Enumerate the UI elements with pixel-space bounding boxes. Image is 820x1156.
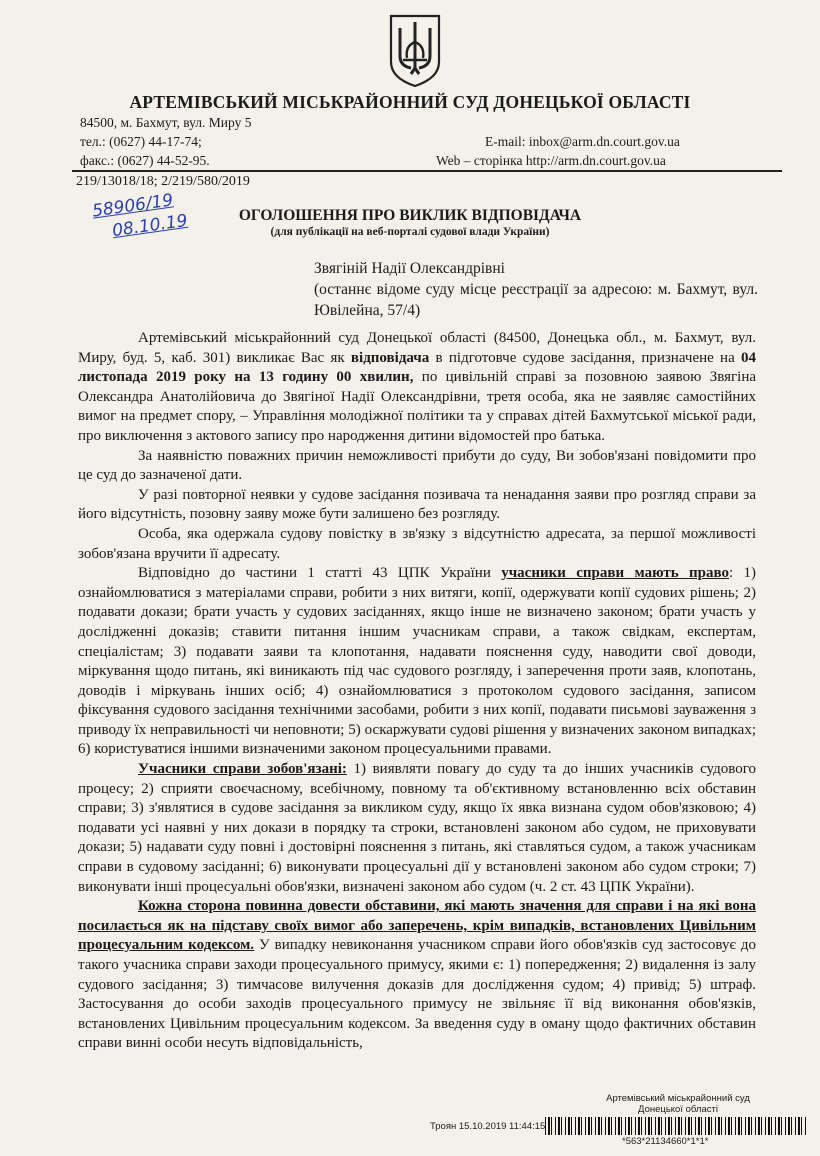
barcode-text: *563*21134660*1*1* [622, 1136, 709, 1147]
footer-court-stamp [578, 1093, 778, 1115]
barcode [545, 1117, 807, 1135]
paragraph-burden-of-proof: Кожна сторона повинна довести обставини, які мають значення для справи і на які вона посилається як на підставу своїх вимог або заперечень, крім випадків, встановлених Цивільним процесуальним кодексом. У випадку невиконання учасником справи його обов'язків суд застосовує до такого учасника справи заходи процесуального примусу, якими є: 1) попередження; 2) видалення із залу судового засідання; 3) тимчасове вилучення доказів для дослідження судом; 4) привід; 5) штраф. Застосування до особи заходів процесуального примусу не звільняє її від виконання обов'язків, встановлених Цивільним процесуальним кодексом. За введення суду в оману щодо фактичних обставин справи винні особи несуть відповідальність, [78, 898, 756, 1052]
court-address: 84500, м. Бахмут, вул. Миру 5 [80, 115, 252, 130]
addressee-details: (останнє відоме суду місце реєстрації за адресою: м. Бахмут, вул. Ювілейна, 57/4) [314, 281, 758, 319]
notice-subtitle: (для публікації на веб-порталі судової влади України) [270, 226, 550, 238]
paragraph-participant-duties: Учасники справи зобов'язані: 1) виявляти повагу до суду та до інших учасників судового процесу; 2) сприяти своєчасному, всебічному, повному та об'єктивному встановленню всіх обставин справи; 3) з'являтися в судове засідання за викликом суду, якщо їх явка визнана судом обов'язковою; 4) подавати усі наявні у них докази в порядку та строки, встановлені законом або судом, не приховувати докази; 5) надавати суду повні і достовірні пояснення з питань, які ставляться судом, а також учасникам справи в судовому засіданні; 6) виконувати процесуальні дії у встановлені законом або судом строки; 7) виконувати інші процесуальні обов'язки, визначені законом або судом (ч. 2 ст. 43 ЦПК України). [78, 761, 756, 895]
addressee-block [314, 258, 758, 321]
notice-body [78, 329, 756, 1054]
paragraph-summons-delivery: Особа, яка одержала судову повістку в зв'язку з відсутністю адресата, за першої можливості зобов'язана вручити її адресату. [78, 525, 756, 562]
print-stamp: Троян 15.10.2019 11:44:15 [430, 1121, 546, 1132]
case-number: 219/13018/18; 2/219/580/2019 [76, 174, 250, 189]
notice-title: ОГОЛОШЕННЯ ПРО ВИКЛИК ВІДПОВІДАЧА [238, 207, 582, 224]
paragraph-repeat-absence: У разі повторної неявки у судове засідання позивача та ненадання заяви про розгляд справи за його відсутність, позовну заяву може бути залишено без розгляду. [78, 486, 756, 523]
court-fax: факс.: (0627) 44-52-95. [80, 153, 210, 168]
court-name: АРТЕМІВСЬКИЙ МІСЬКРАЙОННИЙ СУД ДОНЕЦЬКОЇ ОБЛАСТІ [129, 92, 691, 112]
footer-court-line2: Донецької області [638, 1104, 718, 1115]
paragraph-summons: Артемівський міськрайонний суд Донецької області (84500, Донецька обл., м. Бахмут, вул. Миру, буд. 5, каб. 301) викликає Вас як відповідача в підготовче судове засідання, призначене на 04 листопада 2019 року на 13 годину 00 хвилин, по цивільній справі за позовною заявою Звягіна Олександра Анатолійовича до Звягіної Надії Олександрівни, третя особа, яка не заявляє самостійних вимог на предмет спору, – Управління молодіжної політики та у справах дітей Бахмутської міської ради, про виключення з актового запису про народження дитини відомостей про батька. [78, 330, 756, 444]
court-phone: тел.: (0627) 44-17-74; [80, 134, 202, 149]
registration-stamp-date: 08.10.19 [110, 210, 189, 242]
registration-stamp-number: 58906/19 [91, 190, 175, 222]
footer-court-line1: Артемівський міськрайонний суд [606, 1093, 750, 1104]
court-website[interactable]: Web – сторінка http://arm.dn.court.gov.ua [436, 153, 666, 168]
paragraph-participant-rights: Відповідно до частини 1 статті 43 ЦПК України учасники справи мають право: 1) ознайомлюватися з матеріалами справи, робити з них витяги, копії, одержувати копії судових рішень; 2) подавати докази; брати участь у судових засіданнях, якщо інше не визначено законом; брати участь у дослідженні доказів; ставити питання іншим учасникам справи, а також свідкам, експертам, спеціалістам; 3) подавати заяви та клопотання, надавати пояснення суду, наводити свої доводи, міркування щодо питань, які виникають під час судового розгляду, і заперечення проти заяв, клопотань, доводів і міркувань інших осіб; 4) ознайомлюватися з протоколом судового засідання, записом фіксування судового засідання технічними засобами, робити з них копії, подавати письмові зауваження з приводу їх неправильності чи неповноти; 5) оскаржувати судові рішення у визначених законом випадках; 6) користуватися іншими визначеними законом процесуальними правами. [78, 565, 756, 758]
addressee-name: Звягіній Надії Олександрівні [314, 260, 505, 277]
coat-of-arms-icon [387, 12, 443, 88]
paragraph-notify-court: За наявністю поважних причин неможливості прибути до суду, Ви зобов'язані повідомити про це суд до зазначеної дати. [78, 447, 756, 484]
header-divider [72, 170, 782, 172]
court-email[interactable]: E-mail: inbox@arm.dn.court.gov.ua [485, 134, 680, 149]
